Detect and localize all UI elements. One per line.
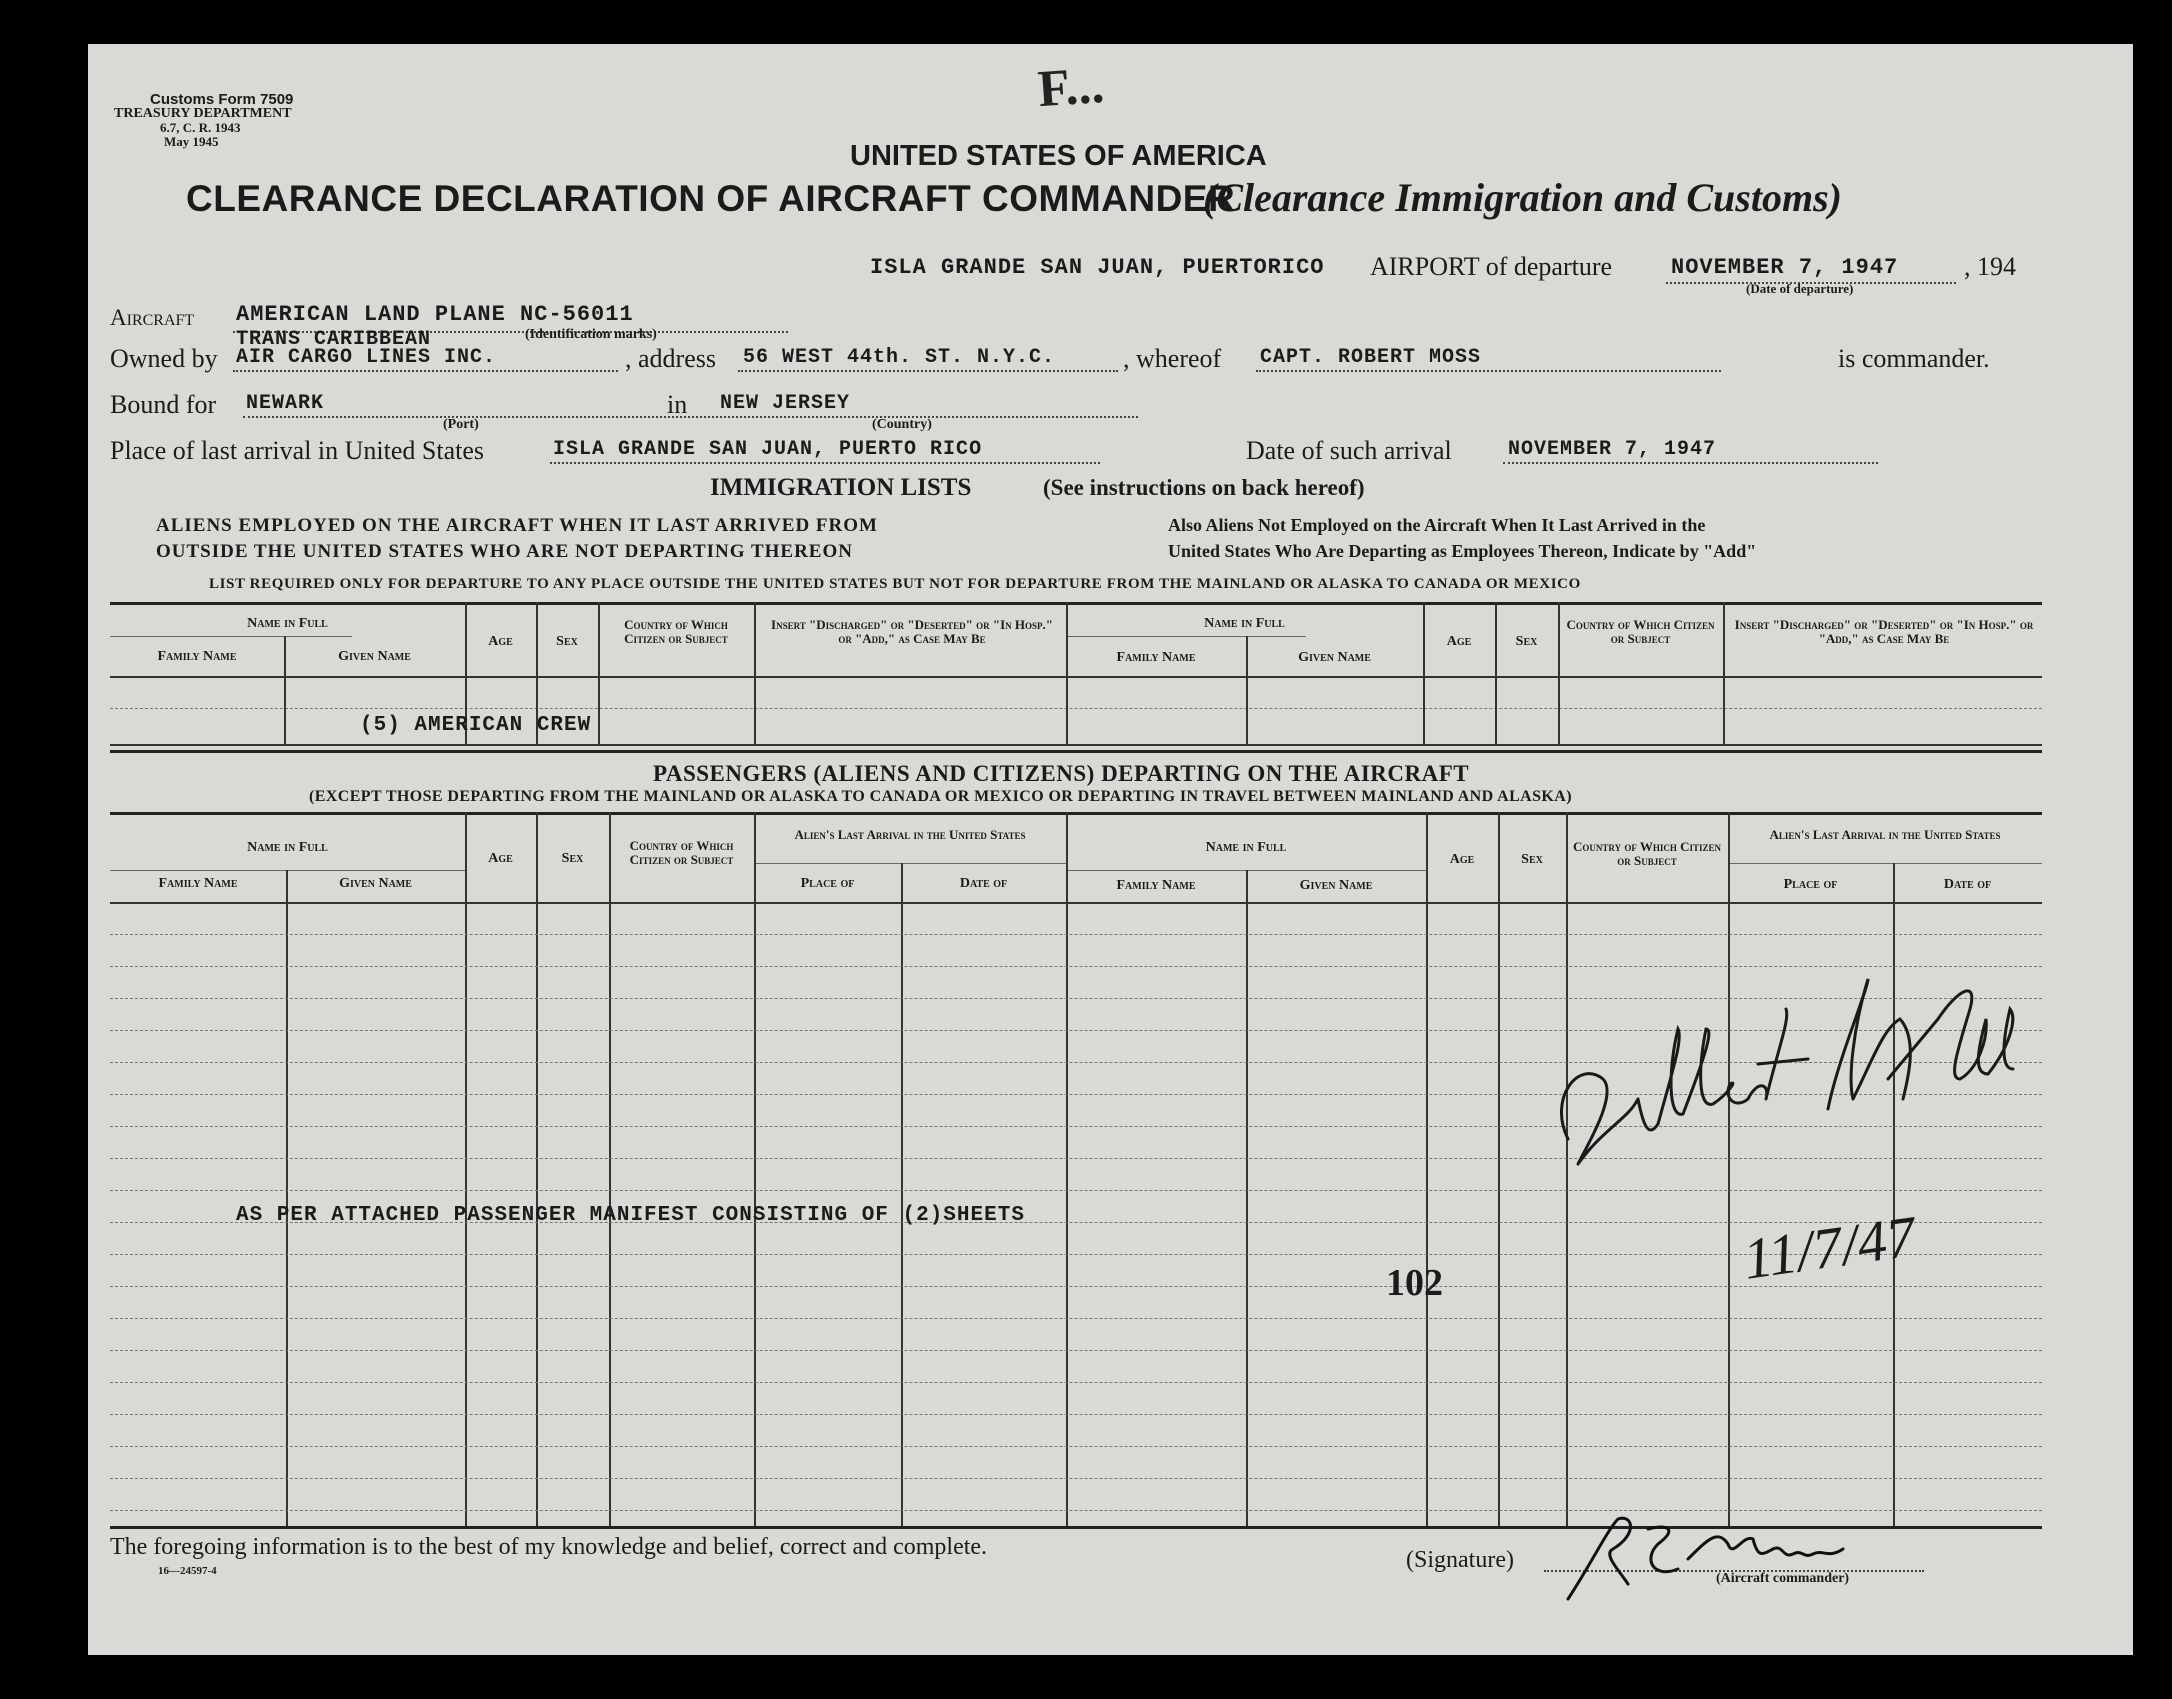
address-underline: [738, 370, 1118, 372]
t2-header-date-left: Date of: [959, 876, 1008, 891]
arrival-date-value: NOVEMBER 7, 1947: [1508, 438, 1717, 461]
departure-year-suffix: , 194: [1964, 252, 2016, 281]
table2-vline: [286, 870, 288, 1526]
immigration-heading-note: (See instructions on back hereof): [1043, 475, 1365, 500]
table2-row-line: [110, 1478, 2042, 1479]
list-required-note: LIST REQUIRED ONLY FOR DEPARTURE TO ANY PLACE OUTSIDE THE UNITED STATES BUT NOT FOR DEPARTURE FROM THE MAINLAND OR ALASKA TO CANADA OR MEXICO: [209, 576, 1581, 592]
t2-header-family-left: Family Name: [158, 876, 238, 891]
table2-vline: [536, 812, 538, 1526]
t1-header-name-right: Name in Full: [1204, 616, 1285, 631]
t1-header-given-left: Given Name: [338, 649, 411, 664]
footer-statement: The foregoing information is to the best of my knowledge and belief, correct and complete.: [110, 1534, 988, 1560]
t2-header-age-right: Age: [1449, 852, 1475, 867]
title-country: UNITED STATES OF AMERICA: [850, 140, 1267, 172]
bound-port-value: NEWARK: [246, 392, 325, 415]
bound-in-label: in: [667, 390, 688, 419]
table2-arrival-subdivider-left: [754, 863, 1066, 864]
aircraft-value: AMERICAN LAND PLANE NC-56011: [236, 302, 634, 327]
bound-port-caption: (Port): [443, 417, 479, 432]
t1-header-insert-right: Insert "Discharged" or "Deserted" or "In Hosp." or "Add," as Case May Be: [1734, 617, 2034, 646]
aliens-left-line1: ALIENS EMPLOYED ON THE AIRCRAFT WHEN IT LAST ARRIVED FROM: [156, 515, 878, 536]
inspector-handwriting: [1508, 949, 2068, 1209]
t2-header-name-right: Name in Full: [1205, 840, 1287, 855]
table1-header-bottom: [110, 676, 2042, 678]
aircraft-label: Aircraft: [110, 305, 195, 330]
signature-label: (Signature): [1406, 1547, 1514, 1573]
table2-row-line: [110, 1318, 2042, 1319]
departure-date-caption: (Date of departure): [1746, 281, 1854, 296]
t2-header-date-right: Date of: [1943, 877, 1992, 892]
owner-underline: [233, 370, 618, 372]
address-value: 56 WEST 44th. ST. N.Y.C.: [743, 346, 1056, 369]
owner-line-above: TRANS CARIBBEAN: [236, 328, 432, 351]
form-number: Customs Form 7509: [150, 91, 294, 108]
t2-header-sex-left: Sex: [561, 851, 584, 866]
bound-label: Bound for: [110, 390, 217, 419]
t1-header-name-left: Name in Full: [247, 616, 328, 631]
table1-vline: [1723, 602, 1725, 744]
table1-bottom: [110, 744, 2042, 746]
table1-vline: [754, 602, 756, 744]
t2-header-country-left: Country of Which Citizen or Subject: [629, 838, 734, 867]
table1-entry-crew: (5) AMERICAN CREW: [360, 714, 592, 737]
table2-vline: [1066, 812, 1068, 1526]
t2-header-place-left: Place of: [800, 876, 855, 891]
passengers-subheading: (EXCEPT THOSE DEPARTING FROM THE MAINLAND OR ALASKA TO CANADA OR MEXICO OR DEPARTING IN TRAVEL BETWEEN MAINLAND AND ALASKA): [309, 788, 1572, 805]
table1-double-bottom: [110, 750, 2042, 753]
t1-header-age-left: Age: [488, 634, 513, 649]
last-arrival-place: ISLA GRANDE SAN JUAN, PUERTO RICO: [553, 438, 983, 461]
table1-top-border: [110, 602, 2042, 605]
top-handwritten-mark: F...: [1036, 56, 1106, 119]
t1-header-age-right: Age: [1446, 634, 1472, 649]
table2-row-line: [110, 1414, 2042, 1415]
bound-port-underline: [243, 416, 738, 418]
table2-vline: [1246, 870, 1248, 1526]
table1-vline: [598, 602, 600, 744]
table2-header-bottom: [110, 902, 2042, 904]
t2-header-country-right: Country of Which Citizen or Subject: [1573, 839, 1721, 868]
last-arrival-label: Place of last arrival in United States: [110, 436, 485, 465]
t1-header-insert-left: Insert "Discharged" or "Deserted" or "In Hosp." or "Add," as Case May Be: [771, 617, 1053, 646]
t1-header-country-right: Country of Which Citizen or Subject: [1566, 617, 1715, 646]
t2-header-place-right: Place of: [1783, 877, 1838, 892]
title-main: CLEARANCE DECLARATION OF AIRCRAFT COMMANDER: [186, 178, 1236, 219]
footer-print-code: 16—24597-4: [158, 1565, 217, 1577]
table1-name-subdivider-right: [1066, 636, 1306, 637]
table2-vline: [901, 863, 903, 1526]
commander-underline: [1256, 370, 1721, 372]
departure-airport-label: AIRPORT of departure: [1370, 252, 1613, 281]
t2-header-given-right: Given Name: [1299, 878, 1373, 893]
commander-signature: [1558, 1499, 1878, 1619]
immigration-heading: IMMIGRATION LISTS: [710, 474, 972, 501]
t2-header-sex-right: Sex: [1521, 852, 1543, 867]
commander-value: CAPT. ROBERT MOSS: [1260, 346, 1482, 369]
table1-row-line: [110, 708, 2042, 709]
t1-header-sex-left: Sex: [556, 634, 578, 649]
bound-country-caption: (Country): [872, 417, 932, 432]
form-page: [88, 44, 2133, 1655]
t2-header-age-left: Age: [488, 851, 513, 866]
arrival-date-underline: [1503, 462, 1878, 464]
aliens-right-line1: Also Aliens Not Employed on the Aircraft When It Last Arrived in the: [1168, 515, 1706, 535]
departure-date-line: [1666, 282, 1956, 284]
bound-country-value: NEW JERSEY: [720, 392, 851, 415]
table2-arrival-subdivider-right: [1728, 863, 2042, 864]
table2-vline: [1498, 812, 1500, 1526]
t1-header-country-left: Country of Which Citizen or Subject: [624, 617, 728, 646]
table2-vline: [1426, 812, 1428, 1526]
t1-header-family-right: Family Name: [1116, 650, 1196, 665]
arrival-date-label: Date of such arrival: [1246, 436, 1452, 465]
aliens-left-line2: OUTSIDE THE UNITED STATES WHO ARE NOT DEPARTING THEREON: [156, 541, 853, 562]
t2-header-last-arrival-left: Alien's Last Arrival in the United States: [794, 827, 1026, 842]
table1-vline: [1423, 602, 1425, 744]
t2-header-given-left: Given Name: [339, 876, 412, 891]
last-arrival-place-underline: [550, 462, 1100, 464]
departure-airport-value: ISLA GRANDE SAN JUAN, PUERTORICO: [870, 255, 1325, 280]
table1-vline: [1558, 602, 1560, 744]
passengers-heading: PASSENGERS (ALIENS AND CITIZENS) DEPARTING ON THE AIRCRAFT: [653, 761, 1470, 786]
table2-vline: [609, 812, 611, 1526]
table2-row-line: [110, 934, 2042, 935]
table2-row-line: [110, 1350, 2042, 1351]
t1-header-sex-right: Sex: [1515, 634, 1538, 649]
table2-vline: [465, 812, 467, 1526]
table1-name-subdivider-left: [110, 636, 352, 637]
commander-suffix: is commander.: [1838, 344, 1990, 373]
departure-date-value: NOVEMBER 7, 1947: [1671, 255, 1899, 280]
table2-row-line: [110, 1446, 2042, 1447]
whereof-label: , whereof: [1123, 344, 1222, 373]
t1-header-given-right: Given Name: [1298, 650, 1371, 665]
form-regulation: 6.7, C. R. 1943: [160, 120, 241, 135]
form-department: TREASURY DEPARTMENT: [114, 106, 292, 121]
address-label: , address: [625, 344, 716, 373]
signature-caption: (Aircraft commander): [1716, 1571, 1850, 1586]
owner-label: Owned by: [110, 344, 218, 373]
t2-header-name-left: Name in Full: [247, 840, 328, 855]
table2-vline: [754, 812, 756, 1526]
manifest-note: AS PER ATTACHED PASSENGER MANIFEST CONSISTING OF (2)SHEETS: [236, 1204, 1025, 1227]
inspector-date: 11/7/47: [1739, 1203, 1920, 1292]
table1-vline: [1495, 602, 1497, 744]
table2-row-line: [110, 1382, 2042, 1383]
owner-value: AIR CARGO LINES INC.: [236, 346, 497, 369]
table2-top-border: [110, 812, 2042, 815]
aircraft-caption: (Identification marks): [525, 327, 657, 342]
t1-header-family-left: Family Name: [157, 649, 237, 664]
form-date: May 1945: [164, 134, 219, 149]
t2-header-family-right: Family Name: [1116, 878, 1196, 893]
stamped-number: 102: [1386, 1262, 1443, 1304]
t2-header-last-arrival-right: Alien's Last Arrival in the United States: [1769, 827, 2001, 842]
aliens-right-line2: United States Who Are Departing as Employees Thereon, Indicate by "Add": [1168, 541, 1757, 561]
title-subtitle: (Clearance Immigration and Customs): [1203, 175, 1842, 220]
